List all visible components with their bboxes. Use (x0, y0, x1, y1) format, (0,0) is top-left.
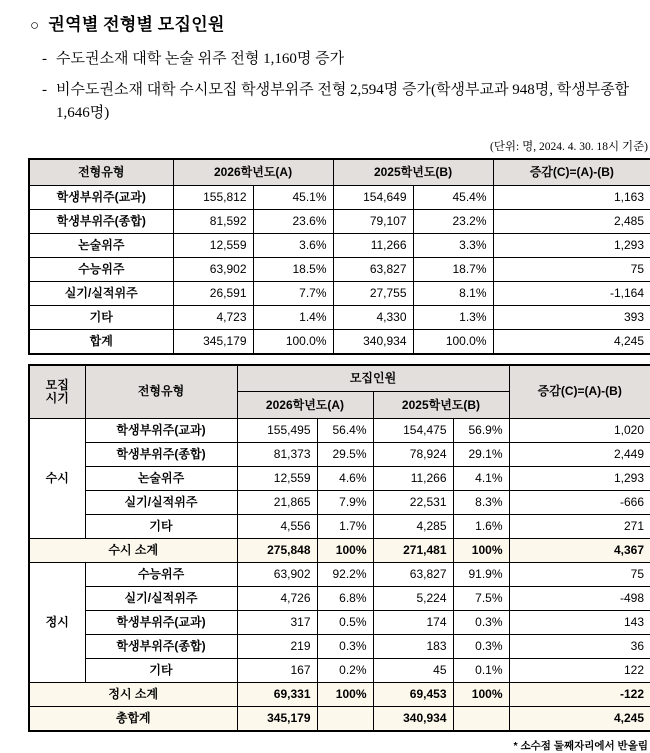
cell-b: 340,934 (333, 330, 413, 354)
cell-b: 63,827 (333, 258, 413, 282)
cell-b-pct: 56.9% (453, 419, 509, 443)
cell-diff: -498 (509, 587, 650, 611)
cell-a-pct: 45.1% (253, 186, 333, 210)
cell-a-pct: 7.9% (317, 491, 373, 515)
cell-diff: 393 (493, 306, 650, 330)
cell-a: 275,848 (237, 539, 317, 563)
table1-header-row (29, 159, 650, 186)
row-label: 학생부위주(교과) (85, 611, 237, 635)
cell-b: 69,453 (373, 683, 453, 707)
cell-b: 4,330 (333, 306, 413, 330)
table-row-total (29, 330, 650, 354)
table-row (29, 587, 650, 611)
dash-bullet-icon: - (42, 50, 47, 67)
cell-b: 271,481 (373, 539, 453, 563)
cell-b-pct (453, 707, 509, 731)
col-header-diff: 증감(C)=(A)-(B) (493, 159, 650, 186)
cell-b: 79,107 (333, 210, 413, 234)
cell-b-pct: 7.5% (453, 587, 509, 611)
col-header-stage (29, 365, 85, 419)
dash-bullet-icon: - (42, 82, 47, 99)
cell-a-pct (317, 707, 373, 731)
table1-wrap (0, 158, 650, 355)
cell-a-pct: 92.2% (317, 563, 373, 587)
cell-b-pct: 3.3% (413, 234, 493, 258)
table1-body (29, 186, 650, 354)
cell-a: 4,726 (237, 587, 317, 611)
row-label: 학생부위주(교과) (29, 186, 173, 210)
cell-a: 345,179 (237, 707, 317, 731)
cell-diff: -122 (509, 683, 650, 707)
cell-b: 154,475 (373, 419, 453, 443)
table-row-subtotal-jeongsi (29, 683, 650, 707)
cell-b-pct: 45.4% (413, 186, 493, 210)
table-row (29, 467, 650, 491)
cell-a: 12,559 (173, 234, 253, 258)
table-spacer (0, 355, 650, 364)
cell-b-pct: 0.3% (453, 635, 509, 659)
cell-a-pct: 23.6% (253, 210, 333, 234)
row-label: 실기/실적위주 (85, 587, 237, 611)
cell-a-pct: 56.4% (317, 419, 373, 443)
row-label: 기타 (85, 515, 237, 539)
cell-diff: 4,245 (509, 707, 650, 731)
table-row (29, 563, 650, 587)
cell-diff: 4,367 (509, 539, 650, 563)
stage-label-susi: 수시 (29, 419, 85, 539)
table-row (29, 186, 650, 210)
cell-diff: 75 (493, 258, 650, 282)
cell-diff: 143 (509, 611, 650, 635)
cell-b-pct: 1.3% (413, 306, 493, 330)
cell-a: 155,495 (237, 419, 317, 443)
cell-b-pct: 23.2% (413, 210, 493, 234)
heading-block (0, 0, 650, 126)
cell-diff: 2,449 (509, 443, 650, 467)
cell-b: 63,827 (373, 563, 453, 587)
table-row (29, 491, 650, 515)
row-label: 학생부위주(종합) (85, 443, 237, 467)
table-row (29, 258, 650, 282)
cell-diff: 36 (509, 635, 650, 659)
cell-b-pct: 0.3% (453, 611, 509, 635)
cell-diff: 1,163 (493, 186, 650, 210)
cell-b: 174 (373, 611, 453, 635)
cell-a-pct: 4.6% (317, 467, 373, 491)
row-label: 학생부위주(교과) (85, 419, 237, 443)
table-row (29, 659, 650, 683)
cell-a: 317 (237, 611, 317, 635)
table-row (29, 611, 650, 635)
cell-a: 12,559 (237, 467, 317, 491)
table-row (29, 234, 650, 258)
cell-a: 81,592 (173, 210, 253, 234)
cell-a-pct: 3.6% (253, 234, 333, 258)
cell-diff: 1,020 (509, 419, 650, 443)
cell-a-pct: 0.3% (317, 635, 373, 659)
row-label: 학생부위주(종합) (29, 210, 173, 234)
bullet-item-1-text: 수도권소재 대학 논술 위주 전형 1,160명 증가 (56, 50, 345, 67)
bullet-item-1 (30, 48, 630, 71)
cell-a-pct: 18.5% (253, 258, 333, 282)
table-row-subtotal-susi (29, 539, 650, 563)
page-title-text: 권역별 전형별 모집인원 (48, 15, 225, 34)
row-label: 학생부위주(종합) (85, 635, 237, 659)
table1-header (29, 159, 650, 186)
cell-diff: 1,293 (493, 234, 650, 258)
row-label: 실기/실적위주 (85, 491, 237, 515)
cell-a: 63,902 (237, 563, 317, 587)
cell-a: 63,902 (173, 258, 253, 282)
cell-a-pct: 0.5% (317, 611, 373, 635)
table2-wrap (0, 364, 650, 753)
cell-a: 167 (237, 659, 317, 683)
cell-b-pct: 4.1% (453, 467, 509, 491)
cell-b: 11,266 (373, 467, 453, 491)
cell-diff: 271 (509, 515, 650, 539)
cell-a-pct: 7.7% (253, 282, 333, 306)
unit-note: (단위: 명, 2024. 4. 30. 18시 기준) (489, 140, 648, 153)
cell-b-pct: 8.3% (453, 491, 509, 515)
col-header-stage-line2: 시기 (45, 390, 69, 405)
cell-a-pct: 100% (317, 539, 373, 563)
cell-diff: 2,485 (493, 210, 650, 234)
cell-diff: -666 (509, 491, 650, 515)
cell-b: 183 (373, 635, 453, 659)
cell-a: 155,812 (173, 186, 253, 210)
cell-a-pct: 29.5% (317, 443, 373, 467)
cell-a-pct: 0.2% (317, 659, 373, 683)
admission-stage-detail-table (28, 364, 650, 732)
table-row (29, 210, 650, 234)
unit-note-wrap (0, 134, 650, 158)
cell-a-pct: 100% (317, 683, 373, 707)
table-row (29, 635, 650, 659)
cell-a: 26,591 (173, 282, 253, 306)
col-header-type: 전형유형 (85, 365, 237, 419)
cell-b: 5,224 (373, 587, 453, 611)
col-header-year-b: 2025학년도(B) (373, 392, 509, 419)
cell-b-pct: 100% (453, 683, 509, 707)
cell-b-pct: 29.1% (453, 443, 509, 467)
cell-b-pct: 0.1% (453, 659, 509, 683)
row-label: 수능위주 (29, 258, 173, 282)
table2-header-row-1 (29, 365, 650, 392)
cell-b: 11,266 (333, 234, 413, 258)
cell-diff: 122 (509, 659, 650, 683)
table-row-grand-total (29, 707, 650, 731)
row-label: 논술위주 (29, 234, 173, 258)
cell-a: 219 (237, 635, 317, 659)
cell-a: 69,331 (237, 683, 317, 707)
row-label: 기타 (85, 659, 237, 683)
cell-a-pct: 1.7% (317, 515, 373, 539)
cell-a: 21,865 (237, 491, 317, 515)
cell-b-pct: 100% (453, 539, 509, 563)
cell-b-pct: 1.6% (453, 515, 509, 539)
col-header-stage-line1: 모집 (45, 377, 69, 392)
cell-a-pct: 100.0% (253, 330, 333, 354)
table-row (29, 282, 650, 306)
circle-bullet-icon: ○ (30, 18, 40, 34)
cell-b-pct: 8.1% (413, 282, 493, 306)
page-title (30, 14, 630, 37)
cell-b: 45 (373, 659, 453, 683)
col-header-year-a: 2026학년도(A) (173, 159, 333, 186)
cell-b: 154,649 (333, 186, 413, 210)
cell-a: 81,373 (237, 443, 317, 467)
row-label: 실기/실적위주 (29, 282, 173, 306)
subtotal-label: 정시 소계 (29, 683, 237, 707)
cell-diff: 75 (509, 563, 650, 587)
cell-a-pct: 1.4% (253, 306, 333, 330)
table-row (29, 443, 650, 467)
table2-header (29, 365, 650, 419)
foot-note: * 소수점 둘째자리에서 반올림 (513, 739, 648, 752)
table2-body (29, 419, 650, 731)
cell-a: 4,556 (237, 515, 317, 539)
row-label: 수능위주 (85, 563, 237, 587)
col-header-year-a: 2026학년도(A) (237, 392, 373, 419)
row-label: 기타 (29, 306, 173, 330)
col-header-type: 전형유형 (29, 159, 173, 186)
col-header-capacity: 모집인원 (237, 365, 509, 392)
cell-b-pct: 100.0% (413, 330, 493, 354)
bullet-item-2-text: 비수도권소재 대학 수시모집 학생부위주 전형 2,594명 증가(학생부교과 948명, 학생부종합 1,646명) (56, 82, 630, 122)
table-row (29, 515, 650, 539)
stage-label-jeongsi: 정시 (29, 563, 85, 683)
grand-total-label: 총합계 (29, 707, 237, 731)
col-header-year-b: 2025학년도(B) (333, 159, 493, 186)
cell-b: 27,755 (333, 282, 413, 306)
cell-diff: 4,245 (493, 330, 650, 354)
subtotal-label: 수시 소계 (29, 539, 237, 563)
cell-b: 22,531 (373, 491, 453, 515)
col-header-diff: 증감(C)=(A)-(B) (509, 365, 650, 419)
cell-a-pct: 6.8% (317, 587, 373, 611)
bullet-item-2 (30, 79, 630, 126)
cell-a: 4,723 (173, 306, 253, 330)
row-label-total: 합계 (29, 330, 173, 354)
cell-b-pct: 18.7% (413, 258, 493, 282)
cell-a: 345,179 (173, 330, 253, 354)
cell-diff: 1,293 (509, 467, 650, 491)
cell-b-pct: 91.9% (453, 563, 509, 587)
table-row (29, 306, 650, 330)
admission-type-summary-table (28, 158, 650, 355)
row-label: 논술위주 (85, 467, 237, 491)
table-row (29, 419, 650, 443)
cell-diff: -1,164 (493, 282, 650, 306)
cell-b: 78,924 (373, 443, 453, 467)
cell-b: 4,285 (373, 515, 453, 539)
cell-b: 340,934 (373, 707, 453, 731)
